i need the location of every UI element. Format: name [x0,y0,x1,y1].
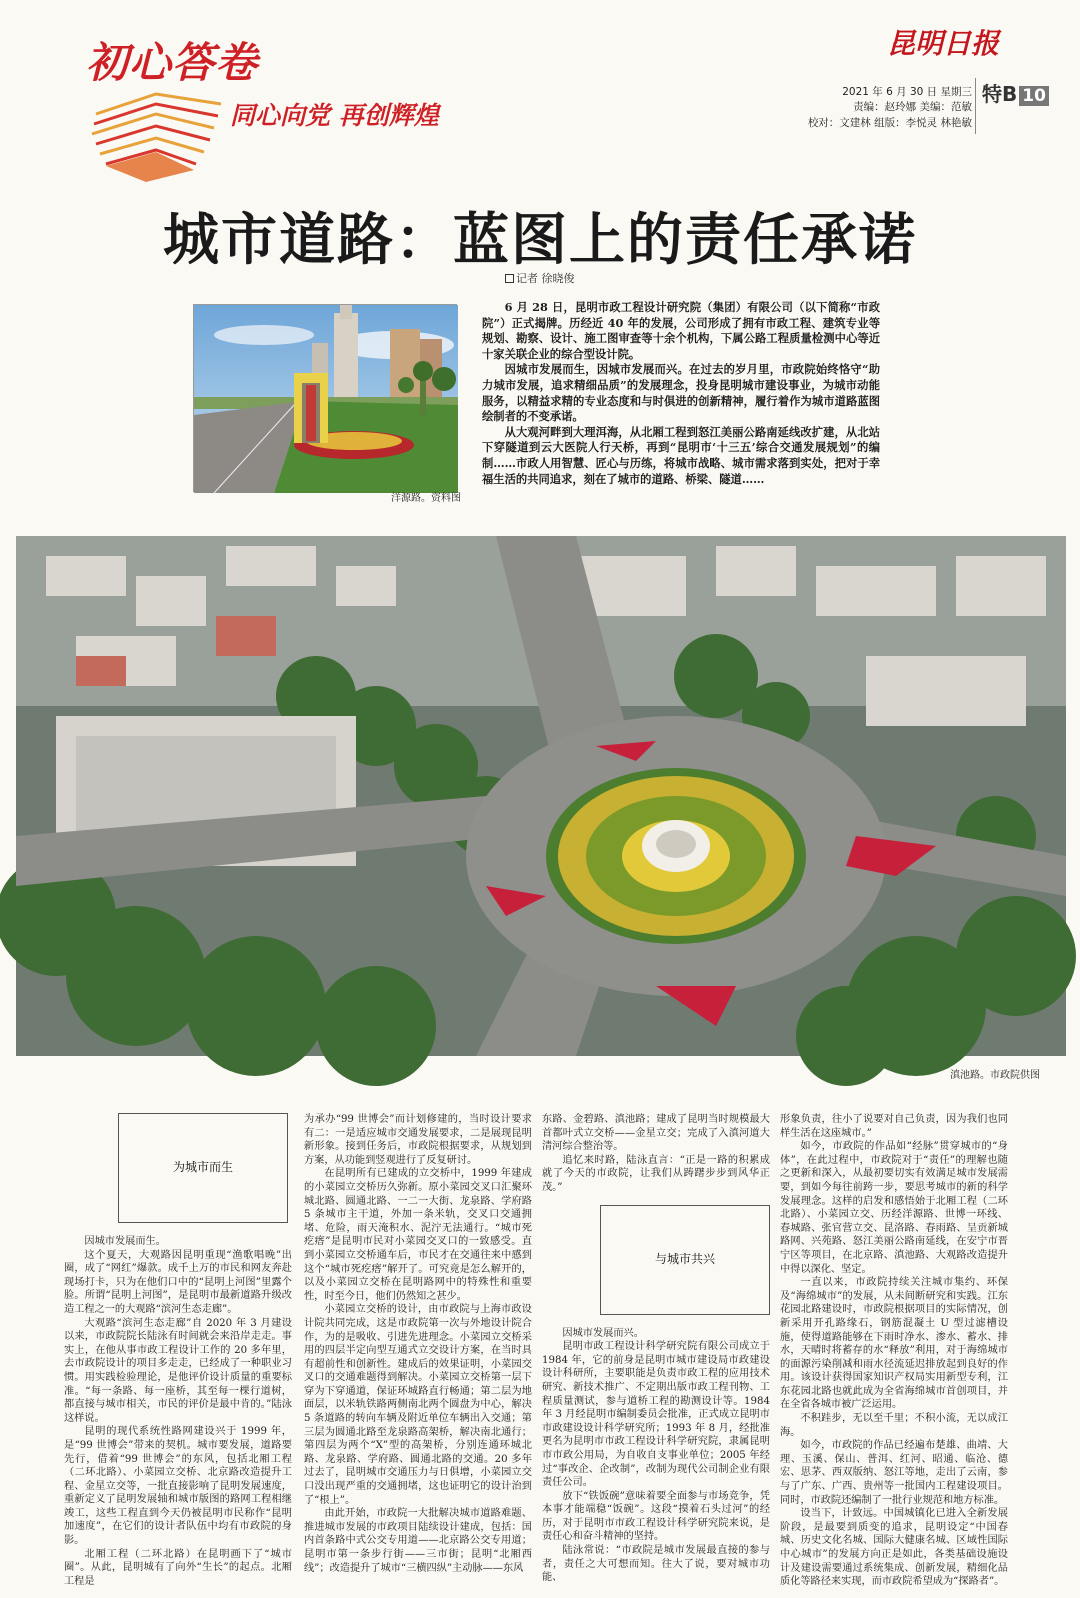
body-paragraph: 设当下，计致远。中国城镇化已进入全新发展阶段，是最要到质变的追求，昆明设定“中国春城、历史文化名城、国际大健康名城、区域性国际中心城市”的发展方向正是如此，各类基础设施设计及建设需要通过系统集成、创新发展，精细化品质化等路径来实现，而市政院希望成为“探路者”。 [780,1508,1008,1588]
column-logo-graphic [86,74,226,184]
section-label: 特B [982,82,1018,106]
body-paragraph: 因城市发展而生。 [84,1236,166,1247]
headline: 城市道路：蓝图上的责任承诺 [163,208,917,273]
page-number [982,78,1049,107]
body-paragraph: 陆泳常说：“市政院是城市发展最直接的参与者，责任之大可想而知。往大了说，要对城市功能、 [542,1545,770,1584]
section-heading-prosper: 与城市共兴 [600,1205,770,1315]
body-paragraph: 在昆明所有已建成的立交桥中，1999 年建成的小菜园立交桥历久弥新。原小菜园交叉口汇聚环城北路、圆通北路、一二一大街、龙泉路、学府路 5 条城市主干道，外加一条米轨，交叉口交通拥堵、危险，雨天淹积水、泥泞无法通行。“城市死疙瘩”是昆明市民对小菜园交叉口的一致感受。直到小菜园立交桥通车后，市民才在交通往来中感到这个“城市死疙瘩”解开了。可究竟是怎么解开的，以及小菜园立交桥在昆明路网中的特殊性和重要性，时至今日，他们仍然知之甚少。 [304,1168,532,1302]
body-paragraph: 东路、金碧路、滇池路；建成了昆明当时规模最大首都叶式立交桥——金星立交；完成了入滇河道大清河综合整治等。 [542,1114,770,1153]
editor-line: 责编：赵玲娜 美编：范敏 [853,101,972,113]
byline-text: 记者 徐晓俊 [516,272,575,285]
body-paragraph: 昆明市政工程设计科学研究院有限公司成立于 1984 年，它的前身是昆明市城市建设局市政建设设计科研所，主要职能是负责市政工程的应用技术研究、新技术推广、不定期出版市政工程刊物、工程质量测试，参与道桥工程的勘测设计等。1984 年 3 月经昆明市编制委员会批准，正式成立昆明市市政建设设计科学研究所；1993 年 8 月，经批准更名为昆明市市政工程设计科学研究院，隶属昆明市市政公用局，为自收自支事业单位；2005 年经过“事改企、企改制”，改制为现代公司制企业有限责任公司。 [542,1341,770,1489]
body-column-2 [304,1113,532,1574]
proof-line: 校对：文建林 组版：李悦灵 林艳敏 [807,117,972,129]
newspaper-masthead: 昆明日报 [887,27,1000,60]
header-divider [975,78,976,134]
roundabout-aerial-photo [16,536,1066,1056]
body-paragraph: 北厢工程（二环北路）在昆明画下了“城市圈”。从此，昆明城有了向外“生长”的起点。北厢工程是 [64,1548,292,1587]
body-paragraph: 为承办“99 世博会”而计划修建的，当时设计要求有二：一是适应城市交通发展要求，二是展现昆明新形象。接到任务后，市政院根据要求，从规划到方案，从功能到竖观进行了反复研讨。 [304,1114,532,1166]
column-slogan: 同心向党 再创辉煌 [230,101,439,130]
body-paragraph: 如今，市政院的作品如“经脉”贯穿城市的“身体”，在此过程中，市政院对于“责任”的理解也随之更新和深入，从最初要切实有效满足城市发展需要，到如今每往前跨一步，要思考城市的新的科学发展理念。这样的启发和感悟始于北厢工程（二环北路）、小菜园立交、历经洋源路、世博一环线、春城路、张官营立交、昆洛路、春雨路、呈贡新城路网、兴苑路、怒江美丽公路南延线，在安宁市晋宁区等项目，在北京路、滇池路、大观路改造提升中得以深化、坚定。 [780,1141,1008,1275]
body-column-1 [64,1113,292,1587]
lead-paragraph: 从大观河畔到大理洱海，从北厢工程到怒江美丽公路南延线改扩建，从北站下穿隧道到云大医院人行天桥，再到“昆明市‘十三五’综合交通发展规划”的编制……市政人用智慧、匠心与历练，将城市战略、城市需求落到实处，把对于幸福生活的共同追求，刻在了城市的道路、桥梁、隧道…… [482,424,880,486]
section-heading-born: 为城市而生 [118,1113,288,1223]
body-paragraph: 一直以来，市政院持续关注城市集约、环保及“海绵城市”的发展，从未间断研究和实践。江东花园北路建设时，市政院根据项目的实际情况，创新采用开孔路缘石，钢筋混凝土 U 型过滤槽设施，使得道路能够在下雨时净水、渗水、蓄水、排水，天晴时将蓄存的水“释放”利用，对于海绵城市的面源污染削减和雨水径流延迟排放起到良好的作用。该设计获得国家知识产权局实用新型专利，江东花园北路也就此成为全省海绵城市首创项目，并在全省各城市被广泛运用。 [780,1277,1008,1411]
column-title: 初心答卷 [86,38,259,87]
date-line: 2021 年 6 月 30 日 星期三 [842,86,972,98]
street-photo [193,304,457,492]
body-paragraph: 如今，市政院的作品已经遍布楚雄、曲靖、大理、玉溪、保山、普洱、红河、昭通、临沧、德宏、思茅、西双版纳、怒江等地，走出了云南，参与了广东、广西、贵州等一批国内工程建设项目。同时，市政院还编制了一批行业规范和地方标准。 [780,1440,1008,1506]
aerial-photo-caption: 滇池路。市政院供图 [950,1070,1040,1081]
body-paragraph: 大观路“滨河生态走廊”自 2020 年 3 月建设以来，市政院院长陆泳有时间就会来沿岸走走。事实上，在他从事市政工程设计工作的 20 多年里，去市政院设计的项目多走走，已经成了一种职业习惯。用实践检验理论，是他评价设计质量的重要标准。“每一条路、每一座桥，其至每一棵行道树，都直接与城市相关，市民的评价是最中肯的。”陆泳这样说。 [64,1317,292,1424]
body-paragraph: 不积跬步，无以至千里；不积小流，无以成江海。 [780,1413,1008,1438]
body-paragraph: 由此开始，市政院一大批解决城市道路难题、推进城市发展的市政项目陆续设计建成，包括：国内首条路中式公交专用道——北京路公交专用道；昆明市第一条步行街——三市街；昆明“北厢西线”；改造提升了城市“三横四纵”主动脉——东风 [304,1508,532,1574]
page-number-value: 10 [1019,86,1049,106]
byline [505,270,575,286]
byline-box-icon [505,274,514,283]
body-column-3 [542,1113,770,1584]
body-column-4 [780,1113,1008,1588]
body-paragraph: 因城市发展而兴。 [562,1327,644,1339]
street-photo-image [194,305,458,493]
lead-paragraph: 6 月 28 日，昆明市政工程设计研究院（集团）有限公司（以下简称“市政院”）正式揭牌。历经近 40 年的发展，公司形成了拥有市政工程、建筑专业等规划、勘察、设计、施工图审查等十余个机构，下属公路工程质量检测中心等近十家关联企业的综合型设计院。 [482,300,880,361]
body-paragraph: 追忆来时路，陆泳直言：“正是一路的积累成就了今天的市政院，让我们从踌躇步步到风华正茂。” [542,1154,770,1193]
roundabout-aerial-image [16,536,1066,1056]
street-photo-caption: 洋源路。资料图 [391,493,461,504]
body-paragraph: 形象负责，往小了说要对自己负责，因为我们也同样生活在这座城市。” [780,1114,1008,1139]
lead-paragraph: 因城市发展而生，因城市发展而兴。在过去的岁月里，市政院始终恪守“助力城市发展，追求精细品质”的发展理念，投身昆明城市建设事业，为城市动能服务，以精益求精的专业态度和与时俱进的创新精神，履行着作为城市道路蓝图绘制者的不变承诺。 [482,362,880,424]
body-paragraph: 昆明的现代系统性路网建设兴于 1999 年，是“99 世博会”带来的契机。城市要发展，道路要先行，借着“99 世博会”的东风，包括北厢工程（二环北路）、小菜园立交桥、北京路改造提升工程、金星立交等，一批直接影响了昆明发展速度，重新定义了昆明发展轴和城市版图的路网工程相继竣工，这些工程直到今天仍被昆明市民称作“昆明加速度”，在它们的设计者队伍中均有市政院的身影。 [64,1426,292,1547]
body-paragraph: 小菜园立交桥的设计，由市政院与上海市政设计院共同完成，这是市政院第一次与外地设计院合作，为的是吸收、引进先进理念。小菜园立交桥采用的四层半定向型互通式立交设计方案，在当时具有超前性和创新性。建成后的效果证明，小菜园交叉口的交通难题得到解决。小菜园立交桥第一层下穿为下穿通道，保证环城路直行畅通；第二层为地面层，以米轨铁路两侧南北两个圆盘为中心，解决 5 条道路的转向车辆及附近单位车辆出入交通；第三层为圆通北路至龙泉路高架桥，解决南北通行；第四层为两个“X”型的高架桥，分别连通环城北路、龙泉路、学府路、圆通北路的交通。20 多年过去了，昆明城市交通压力与日俱增，小菜园立交口没出现严重的交通拥堵，这也证明它的设计治到了“根上”。 [304,1304,532,1506]
body-paragraph: 这个夏天，大观路因昆明重现“渔歌唱晚”出圈，成了“网红”爆款。成千上万的市民和网友奔赴现场打卡，只为在他们口中的“昆明上河图”里露个脸。所谓“昆明上河图”，是昆明市最新道路升级改造工程之一的大观路“滨河生态走廊”。 [64,1249,292,1315]
lead-paragraphs [482,300,880,487]
body-paragraph: 放下“铁饭碗”意味着要全面参与市场竞争，凭本事才能端稳“饭碗”。这段“摸着石头过河”的经历，对于昆明市市政工程设计科学研究院来说，是责任心和奋斗精神的坚持。 [542,1490,770,1543]
